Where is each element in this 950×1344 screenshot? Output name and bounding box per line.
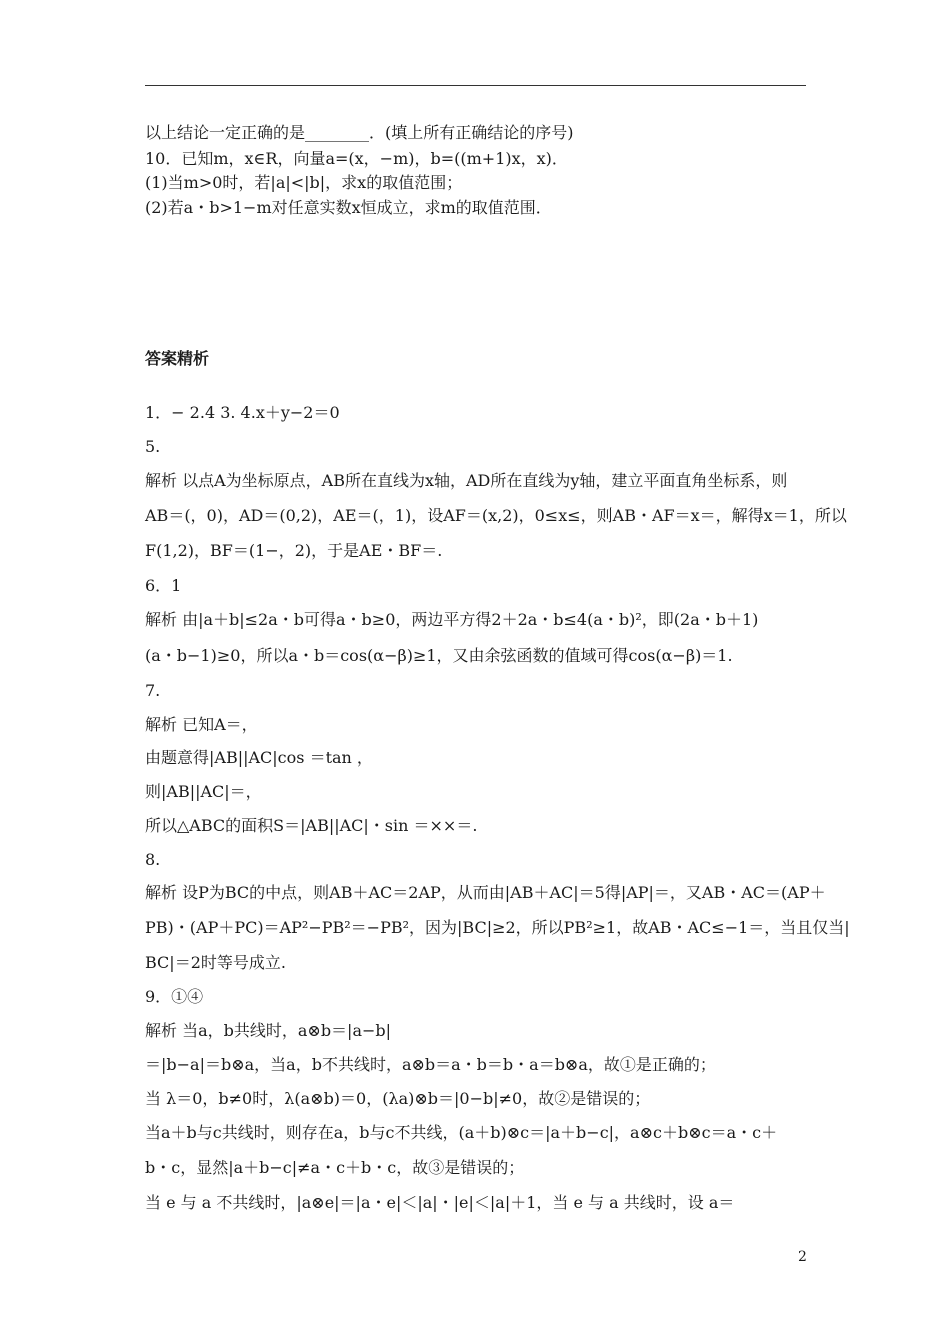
answer-heading: 答案精析 [145,349,210,368]
answer-line: 6．1 [145,576,182,595]
answer-line: F(1,2)，BF＝(1−，2)，于是AE・BF＝. [145,541,443,560]
answer-line: 解析 设P为BC的中点，则AB＋AC＝2AP，从而由|AB＋AC|＝5得|AP|＝，又AB・AC＝(AP＋ [145,883,826,902]
question-line: 10．已知m，x∈R，向量a=(x，−m)，b=((m+1)x，x)． [145,149,568,168]
answer-line: 当 λ＝0，b≠0时，λ(a⊗b)＝0，(λa)⊗b＝|0−b|≠0，故②是错误的； [145,1089,651,1108]
question-line: 以上结论一定正确的是________．(填上所有正确结论的序号) [145,123,574,142]
answer-line: 5. [145,437,161,456]
answer-line: 当a＋b与c共线时，则存在a，b与c不共线，(a＋b)⊗c＝|a＋b−c|，a⊗c＋b⊗c＝a・c＋ [145,1123,778,1142]
answer-line: 解析 当a，b共线时，a⊗b＝|a−b| [145,1021,392,1040]
answer-line: 解析 由|a＋b|≤2a・b可得a・b≥0，两边平方得2＋2a・b≤4(a・b)²，即(2a・b＋1) [145,610,759,629]
answer-line: (a・b−1)≥0，所以a・b＝cos(α−β)≥1，又由余弦函数的值域可得cos(α−β)＝1. [145,646,733,665]
answer-line: 8. [145,850,161,869]
answer-line: 解析 已知A＝， [145,715,258,734]
answer-line: AB＝(，0)，AD＝(0,2)，AE＝(，1)，设AF＝(x,2)，0≤x≤，则AB・AF＝x＝，解得x＝1，所以 [145,506,847,525]
header-rule [145,85,806,86]
question-line: (1)当m>0时，若|a|<|b|，求x的取值范围； [145,173,463,192]
page-number: 2 [798,1249,807,1265]
answer-line: 解析 以点A为坐标原点，AB所在直线为x轴，AD所在直线为y轴，建立平面直角坐标系，则 [145,471,788,490]
answer-line: 则|AB||AC|＝， [145,782,262,801]
answer-line: PB)・(AP＋PC)＝AP²−PB²＝−PB²，因为|BC|≥2，所以PB²≥1，故AB・AC≤−1＝，当且仅当| [145,918,850,937]
answer-line: BC|＝2时等号成立. [145,953,286,972]
answer-line: 1．− 2.4 3. 4.x＋y−2＝0 [145,403,340,422]
answer-line: 所以△ABC的面积S＝|AB||AC|・sin ＝××＝. [145,816,478,835]
answer-line: ＝|b−a|＝b⊗a，当a，b不共线时，a⊗b＝a・b＝b・a＝b⊗a，故①是正确的； [145,1055,716,1074]
answer-line: 当 e 与 a 不共线时，|a⊗e|＝|a・e|＜|a|・|e|＜|a|＋1，当 e 与 a 共线时，设 a＝ [145,1193,735,1212]
answer-line: 由题意得|AB||AC|cos ＝tan ， [145,748,373,767]
answer-line: 7. [145,681,161,700]
answer-line: b・c，显然|a＋b−c|≠a・c＋b・c，故③是错误的； [145,1158,525,1177]
answer-line: 9．①④ [145,987,204,1006]
question-line: (2)若a・b>1−m对任意实数x恒成立，求m的取值范围． [145,198,552,217]
